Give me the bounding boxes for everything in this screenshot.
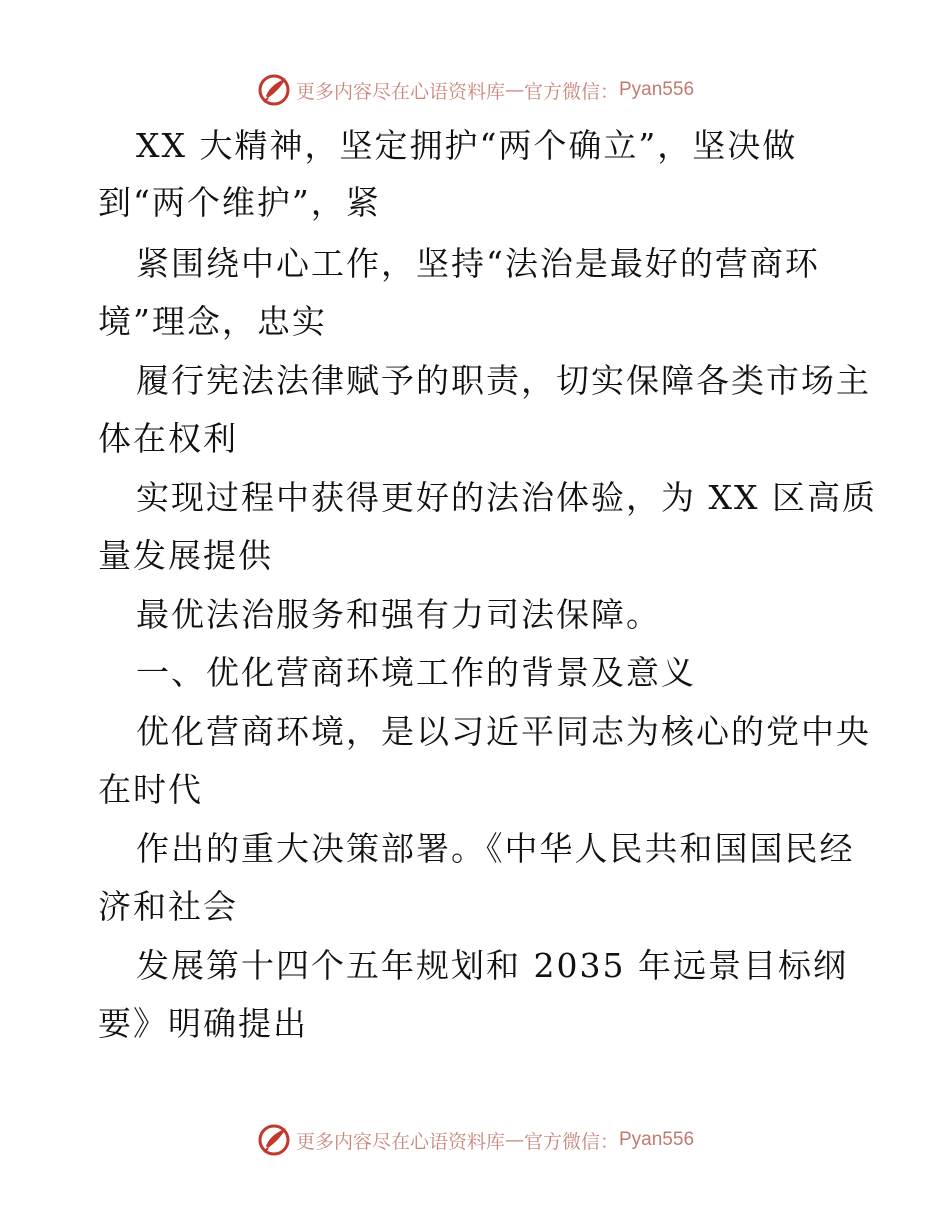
banner-main-text: 更多内容尽在心语资料库 — [295, 80, 505, 103]
banner-separator: — — [504, 1129, 524, 1151]
text-line: 济和社会 — [98, 887, 238, 926]
text-line: 境”理念，忠实 — [98, 302, 327, 341]
text-line: 履行宪法法律赋予的职责，切实保障各类市场主 — [136, 361, 871, 400]
footer-banner — [0, 1120, 950, 1160]
text-line: 到“两个维护”，紧 — [98, 183, 381, 222]
section-heading: 一、优化营商环境工作的背景及意义 — [136, 653, 696, 692]
quill-logo-icon — [256, 1122, 292, 1158]
banner-wechat-id: Pyan556 — [619, 79, 695, 100]
banner-main-text: 更多内容尽在心语资料库 — [295, 1130, 505, 1153]
text-line: 最优法治服务和强有力司法保障。 — [136, 595, 661, 634]
text-line: 发展第十四个五年规划和 2035 年远景目标纲 — [136, 946, 848, 985]
text-line: 要》明确提出 — [98, 1004, 308, 1043]
banner-label: 官方微信： — [523, 80, 619, 103]
text-line: 量发展提供 — [98, 536, 273, 575]
banner-separator: — — [504, 79, 524, 101]
header-banner — [0, 70, 950, 110]
text-line: 作出的重大决策部署。《中华人民共和国国民经 — [136, 829, 855, 868]
text-line: 紧围绕中心工作，坚持“法治是最好的营商环 — [136, 244, 820, 283]
text-line: 体在权利 — [98, 419, 238, 458]
text-line: 优化营商环境，是以习近平同志为核心的党中央 — [136, 712, 871, 751]
text-line: 实现过程中获得更好的法治体验，为 XX 区高质 — [136, 478, 877, 517]
text-line: XX 大精神，坚定拥护“两个确立”，坚决做 — [136, 126, 798, 165]
banner-label: 官方微信： — [523, 1130, 619, 1153]
banner-wechat-id: Pyan556 — [619, 1129, 695, 1150]
text-line: 在时代 — [98, 770, 203, 809]
quill-logo-icon — [256, 72, 292, 108]
